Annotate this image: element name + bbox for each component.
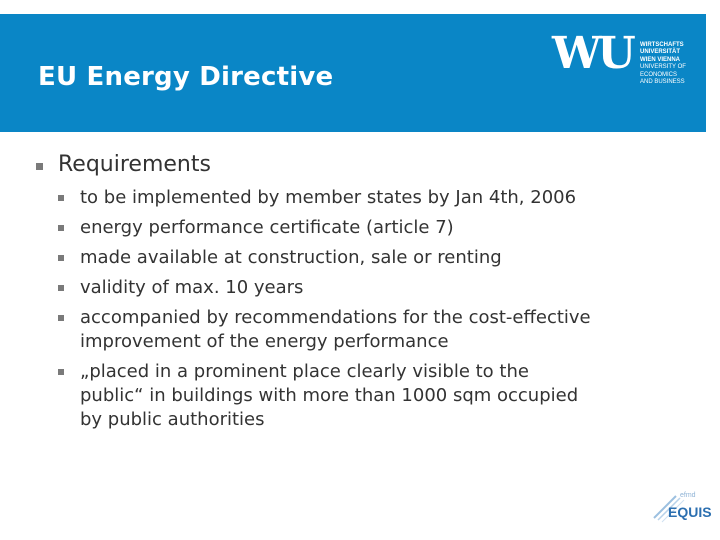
logo-line: AND BUSINESS <box>640 79 685 86</box>
efmd-text: efmd <box>680 492 696 499</box>
logo-line: WIEN VIENNA <box>640 56 681 63</box>
list-item-text: validity of max. 10 years <box>80 277 304 298</box>
list-item-text: energy performance certificate (article 7) <box>80 217 454 238</box>
list-item-text: to be implemented by member states by Jan 4th, 2006 <box>80 187 577 208</box>
list-item-text: improvement of the energy performance <box>80 331 449 352</box>
square-bullet-icon <box>58 285 64 291</box>
bullet-heading: Requirements <box>58 152 211 177</box>
equis-logo <box>650 488 710 528</box>
list-item-text: „placed in a prominent place clearly visible to the <box>80 361 529 382</box>
list-item-text: public“ in buildings with more than 1000 sqm occupied <box>80 385 579 406</box>
logo-line: ECONOMICS <box>640 71 678 78</box>
list-item-text: by public authorities <box>80 409 265 430</box>
square-bullet-icon <box>36 163 43 170</box>
logo-line: WIRTSCHAFTS <box>640 42 684 48</box>
square-bullet-icon <box>58 255 64 261</box>
square-bullet-icon <box>58 195 64 201</box>
square-bullet-icon <box>58 225 64 231</box>
list-item-text: accompanied by recommendations for the cost-effective <box>80 307 591 328</box>
square-bullet-icon <box>58 369 64 375</box>
equis-text: EQUIS <box>668 504 712 520</box>
logo-line: UNIVERSITÄT <box>640 49 681 56</box>
list-item-text: made available at construction, sale or renting <box>80 247 502 268</box>
square-bullet-icon <box>58 315 64 321</box>
slide-title: EU Energy Directive <box>38 62 334 92</box>
wu-wordmark: WU <box>552 28 632 79</box>
logo-line: UNIVERSITY OF <box>640 64 686 71</box>
